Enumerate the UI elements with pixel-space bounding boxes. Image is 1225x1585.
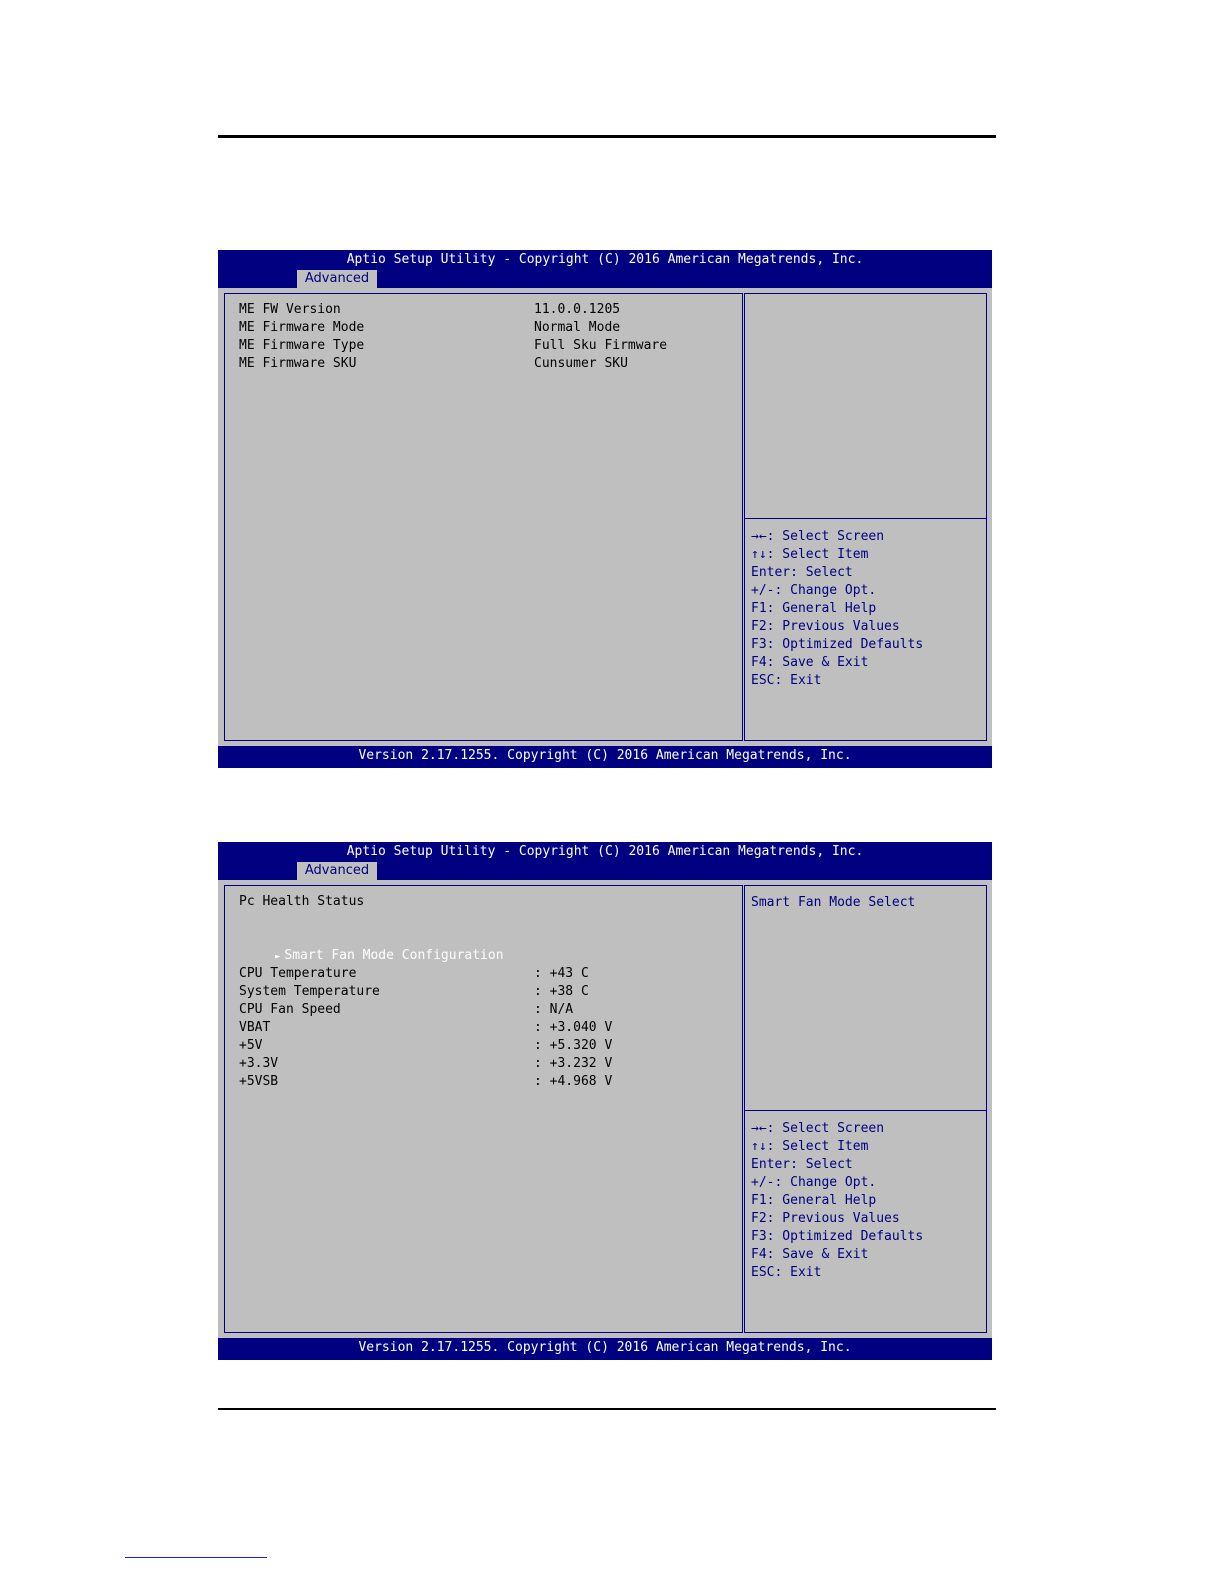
bios-title-bar xyxy=(218,842,992,880)
key-previous-values: F2: Previous Values xyxy=(751,619,900,634)
cpu-fan-speed-label: CPU Fan Speed xyxy=(239,1002,341,1017)
key-general-help: F1: General Help xyxy=(751,601,877,616)
system-temperature-label: System Temperature xyxy=(239,984,380,999)
cpu-temperature-label: CPU Temperature xyxy=(239,966,357,981)
key-legend xyxy=(751,528,923,690)
bios-title: Aptio Setup Utility - Copyright (C) 2016 American Megatrends, Inc. xyxy=(346,844,864,859)
key-optimized-defaults: F3: Optimized Defaults xyxy=(751,637,924,652)
settings-panel xyxy=(224,885,743,1333)
key-change-opt: +/-: Change Opt. xyxy=(751,583,877,598)
bios-screen-pc-health xyxy=(218,842,992,1360)
submenu-smart-fan[interactable] xyxy=(228,929,504,963)
bios-title: Aptio Setup Utility - Copyright (C) 2016 American Megatrends, Inc. xyxy=(346,252,864,267)
system-temperature-value: : +38 C xyxy=(534,984,589,999)
help-divider xyxy=(745,518,986,519)
help-panel xyxy=(744,885,987,1333)
page-bottom-rule xyxy=(218,1408,996,1410)
key-save-exit: F4: Save & Exit xyxy=(751,655,869,670)
vbat-value: : +3.040 V xyxy=(534,1020,613,1035)
submenu-arrow-icon: ► xyxy=(274,952,281,962)
help-divider xyxy=(745,1110,986,1111)
me-fw-version-label: ME FW Version xyxy=(239,302,341,317)
submenu-label: Smart Fan Mode Configuration xyxy=(284,948,504,963)
v5-label: +5V xyxy=(239,1038,263,1053)
bios-screen-me-info xyxy=(218,250,992,768)
page-top-rule xyxy=(218,135,996,138)
me-firmware-mode-value: Normal Mode xyxy=(534,320,621,335)
v5sb-value: : +4.968 V xyxy=(534,1074,613,1089)
cpu-temperature-value: : +43 C xyxy=(534,966,589,981)
cpu-fan-speed-value: : N/A xyxy=(534,1002,574,1017)
me-firmware-mode-label: ME Firmware Mode xyxy=(239,320,365,335)
key-general-help: F1: General Help xyxy=(751,1193,877,1208)
key-esc-exit: ESC: Exit xyxy=(751,1265,822,1280)
settings-panel xyxy=(224,293,743,741)
key-esc-exit: ESC: Exit xyxy=(751,673,822,688)
tab-advanced[interactable]: Advanced xyxy=(297,270,377,288)
key-select-item: ↑↓: Select Item xyxy=(751,1139,869,1154)
bios-status-bar: Version 2.17.1255. Copyright (C) 2016 American Megatrends, Inc. xyxy=(218,1338,992,1360)
key-enter-select: Enter: Select xyxy=(751,1157,853,1172)
v3-3-label: +3.3V xyxy=(239,1056,279,1071)
key-change-opt: +/-: Change Opt. xyxy=(751,1175,877,1190)
bios-title-bar xyxy=(218,250,992,288)
me-fw-version-value: 11.0.0.1205 xyxy=(534,302,621,317)
key-save-exit: F4: Save & Exit xyxy=(751,1247,869,1262)
me-firmware-sku-value: Cunsumer SKU xyxy=(534,356,628,371)
key-select-item: ↑↓: Select Item xyxy=(751,547,869,562)
me-firmware-sku-label: ME Firmware SKU xyxy=(239,356,357,371)
vbat-label: VBAT xyxy=(239,1020,271,1035)
v5-value: : +5.320 V xyxy=(534,1038,613,1053)
me-firmware-type-label: ME Firmware Type xyxy=(239,338,365,353)
section-heading: Pc Health Status xyxy=(239,894,365,909)
me-firmware-type-value: Full Sku Firmware xyxy=(534,338,668,353)
item-help-text: Smart Fan Mode Select xyxy=(751,895,916,910)
key-previous-values: F2: Previous Values xyxy=(751,1211,900,1226)
v3-3-value: : +3.232 V xyxy=(534,1056,613,1071)
footer-link-underline xyxy=(125,1557,267,1558)
tab-advanced[interactable]: Advanced xyxy=(297,862,377,880)
key-enter-select: Enter: Select xyxy=(751,565,853,580)
key-legend xyxy=(751,1120,923,1282)
help-panel xyxy=(744,293,987,741)
key-select-screen: →←: Select Screen xyxy=(751,529,885,544)
key-optimized-defaults: F3: Optimized Defaults xyxy=(751,1229,924,1244)
key-select-screen: →←: Select Screen xyxy=(751,1121,885,1136)
v5sb-label: +5VSB xyxy=(239,1074,279,1089)
bios-status-bar: Version 2.17.1255. Copyright (C) 2016 American Megatrends, Inc. xyxy=(218,746,992,768)
